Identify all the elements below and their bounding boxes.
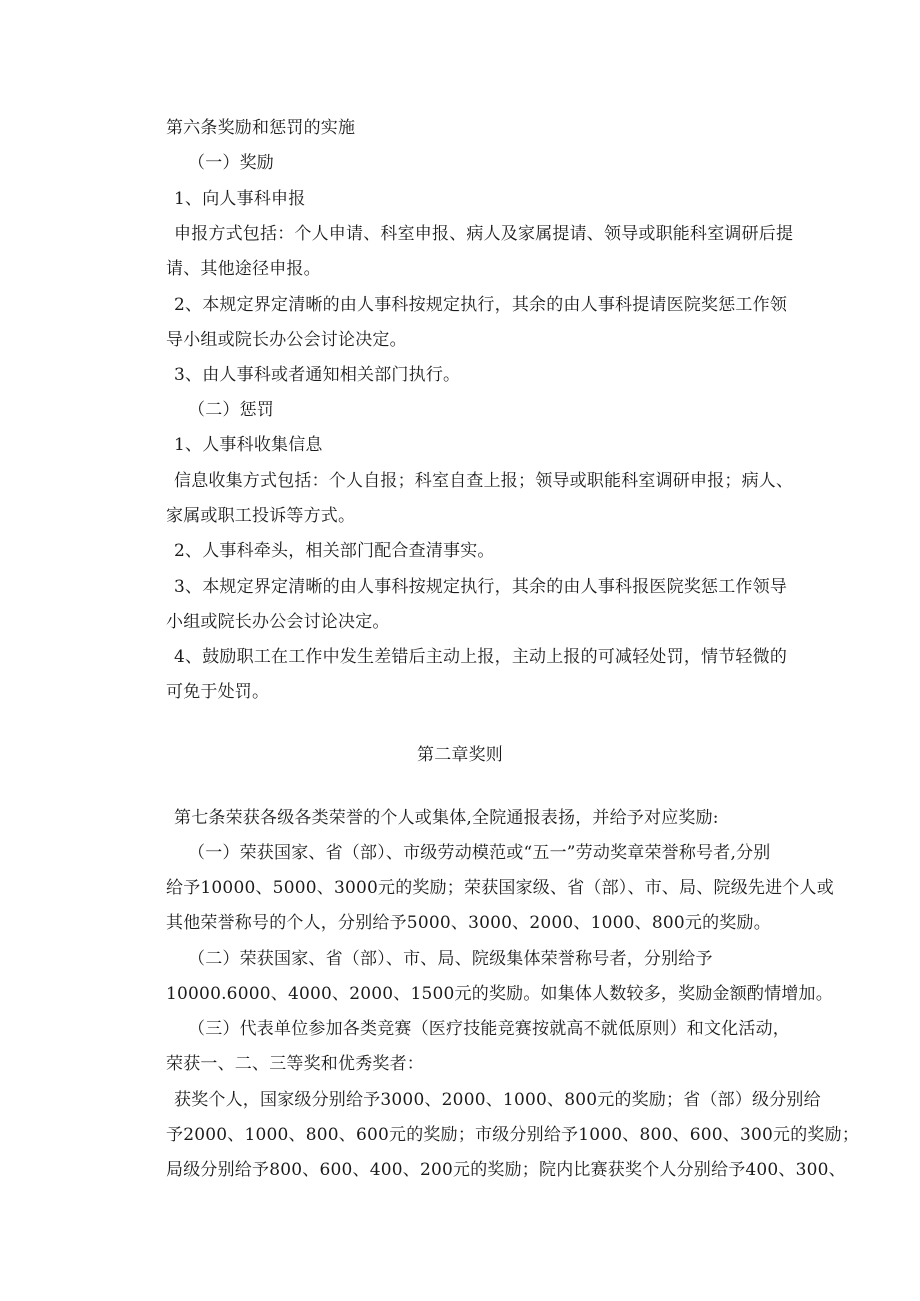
article-7-heading: 第七条荣获各级各类荣誉的个人或集体,全院通报表扬，并给予对应奖励: bbox=[174, 808, 719, 828]
paragraph-line: 10000.6000、4000、2000、1500元的奖励。如集体人数较多，奖励金额酌情增加。 bbox=[166, 984, 833, 1004]
paragraph-line: 2、本规定界定清晰的由人事科按规定执行，其余的由人事科提请医院奖惩工作领 bbox=[174, 295, 788, 315]
paragraph-line: 局级分别给予800、600、400、200元的奖励；院内比赛获奖个人分别给予400、300、 bbox=[166, 1160, 846, 1180]
paragraph-line: 荣获一、二、三等奖和优秀奖者： bbox=[166, 1054, 424, 1074]
paragraph-line: （一）荣获国家、省（部）、市级劳动模范或“五一”劳动奖章荣誉称号者,分别 bbox=[188, 843, 771, 863]
paragraph-line: 请、其他途径申报。 bbox=[166, 259, 321, 279]
paragraph-line: 2、人事科牵头，相关部门配合查清事实。 bbox=[174, 541, 495, 561]
paragraph-line: 导小组或院长办公会讨论决定。 bbox=[166, 330, 407, 350]
paragraph-line: 申报方式包括：个人申请、科室申报、病人及家属提请、领导或职能科室调研后提 bbox=[174, 224, 794, 244]
article-6-heading: 第六条奖励和惩罚的实施 bbox=[166, 118, 356, 138]
paragraph-line: （三）代表单位参加各类竞赛（医疗技能竞赛按就高不就低原则）和文化活动， bbox=[188, 1019, 790, 1039]
section-reward-heading: （一）奖励 bbox=[188, 153, 274, 173]
paragraph-line: （二）荣获国家、省（部）、市、局、院级集体荣誉称号者，分别给予 bbox=[188, 949, 713, 969]
paragraph-line: 3、由人事科或者通知相关部门执行。 bbox=[174, 365, 461, 385]
paragraph-line: 其他荣誉称号的个人，分别给予5000、3000、2000、1000、800元的奖励。 bbox=[166, 913, 771, 933]
paragraph-line: 予2000、1000、800、600元的奖励；市级分别给予1000、800、600、300元的奖励； bbox=[166, 1125, 860, 1145]
paragraph-line: 获奖个人，国家级分别给予3000、2000、1000、800元的奖励；省（部）级分别给 bbox=[174, 1090, 821, 1110]
paragraph-line: 4、鼓励职工在工作中发生差错后主动上报，主动上报的可减轻处罚，情节轻微的 bbox=[174, 647, 788, 667]
paragraph-line: 信息收集方式包括：个人自报；科室自查上报；领导或职能科室调研申报；病人、 bbox=[174, 471, 794, 491]
paragraph-line: 家属或职工投诉等方式。 bbox=[166, 506, 356, 526]
chapter-2-title: 第二章奖则 bbox=[417, 745, 503, 765]
paragraph-line: 给予10000、5000、3000元的奖励；荣获国家级、省（部）、市、局、院级先进个人或 bbox=[166, 878, 834, 898]
section-punishment-heading: （二）惩罚 bbox=[188, 400, 274, 420]
paragraph-line: 可免于处罚。 bbox=[166, 682, 270, 702]
paragraph-line: 1、向人事科申报 bbox=[174, 189, 306, 209]
paragraph-line: 1、人事科收集信息 bbox=[174, 435, 323, 455]
paragraph-line: 小组或院长办公会讨论决定。 bbox=[166, 612, 390, 632]
paragraph-line: 3、本规定界定清晰的由人事科按规定执行，其余的由人事科报医院奖惩工作领导 bbox=[174, 577, 788, 597]
